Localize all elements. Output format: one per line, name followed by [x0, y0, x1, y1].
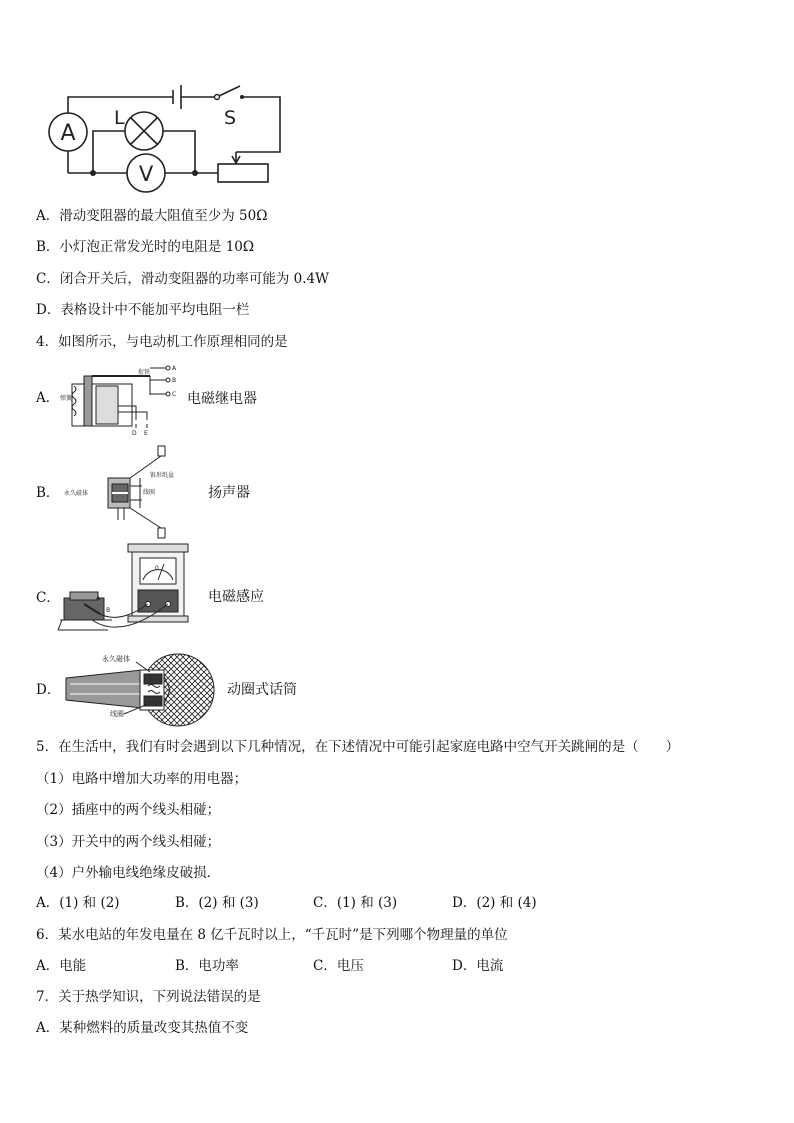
q5-item-1: （1）电路中增加大功率的用电器； — [36, 771, 248, 787]
q4-option-c-caption: 电磁感应 — [208, 589, 264, 605]
relay-spring-label: 弹簧 — [60, 395, 73, 402]
q3-option-c: C．闭合开关后，滑动变阻器的功率可能为 0.4W — [36, 271, 329, 287]
q6-stem: 6．某水电站的年发电量在 8 亿千瓦时以上，“千瓦时”是下列哪个物理量的单位 — [36, 927, 508, 943]
q4-option-b-caption: 扬声器 — [208, 485, 250, 501]
q7-option-a: A．某种燃料的质量改变其热值不变 — [36, 1020, 249, 1036]
q6-option-d: D．电流 — [452, 958, 504, 974]
q4-option-a-letter: A． — [36, 390, 60, 406]
speaker-cone-label: 锥形纸盆 — [150, 472, 175, 479]
q4-option-d-letter: D． — [36, 682, 61, 698]
lamp-label: L — [114, 107, 125, 129]
q4-option-c-letter: C． — [36, 590, 60, 606]
q7-stem: 7．关于热学知识，下列说法错误的是 — [36, 989, 261, 1005]
q5-option-a: A．(1) 和 (2) — [36, 895, 120, 911]
q3-option-a: A．滑动变阻器的最大阻值至少为 50Ω — [36, 208, 268, 224]
q5-stem: 5．在生活中，我们有时会遇到以下几种情况，在下述情况中可能引起家庭电路中空气开关跳闸的是（ ） — [36, 739, 680, 755]
svg-text:D: D — [132, 430, 137, 437]
mic-magnet-label: 永久磁体 — [102, 655, 130, 663]
q5-option-c: C．(1) 和 (3) — [313, 895, 398, 911]
relay-armature-label: 衔铁 — [138, 369, 151, 376]
q4-option-d-caption: 动圈式话筒 — [227, 682, 297, 698]
speaker-coil-label: 线圈 — [143, 489, 156, 496]
q3-option-b: B．小灯泡正常发光时的电阻是 10Ω — [36, 239, 255, 255]
svg-text:A: A — [172, 365, 177, 372]
q6-option-a: A．电能 — [36, 958, 87, 974]
q6-option-c: C．电压 — [313, 958, 364, 974]
switch-label: S — [224, 107, 237, 129]
svg-text:B: B — [172, 377, 177, 384]
svg-text:C: C — [172, 391, 177, 398]
q3-option-d: D．表格设计中不能加平均电阻一栏 — [36, 302, 250, 318]
q4-stem: 4．如图所示，与电动机工作原理相同的是 — [36, 334, 288, 350]
meter-zero-mark: 0 — [155, 565, 159, 572]
voltmeter-letter: V — [138, 162, 154, 186]
q5-item-3: （3）开关中的两个线头相碰； — [36, 834, 221, 850]
svg-text:A: A — [96, 595, 101, 602]
q4-option-a-caption: 电磁继电器 — [187, 391, 257, 407]
q6-option-b: B．电功率 — [175, 958, 239, 974]
ammeter-letter: A — [60, 121, 76, 146]
q4-option-b-letter: B． — [36, 485, 60, 501]
q5-item-4: （4）户外输电线绝缘皮破损． — [36, 865, 221, 881]
speaker-magnet-label: 永久磁体 — [64, 490, 89, 497]
q5-option-d: D．(2) 和 (4) — [452, 895, 537, 911]
svg-text:B: B — [106, 607, 111, 614]
q5-option-b: B．(2) 和 (3) — [175, 895, 259, 911]
q5-item-2: （2）插座中的两个线头相碰； — [36, 802, 221, 818]
svg-text:E: E — [144, 430, 148, 437]
mic-coil-label: 线圈 — [110, 710, 124, 718]
